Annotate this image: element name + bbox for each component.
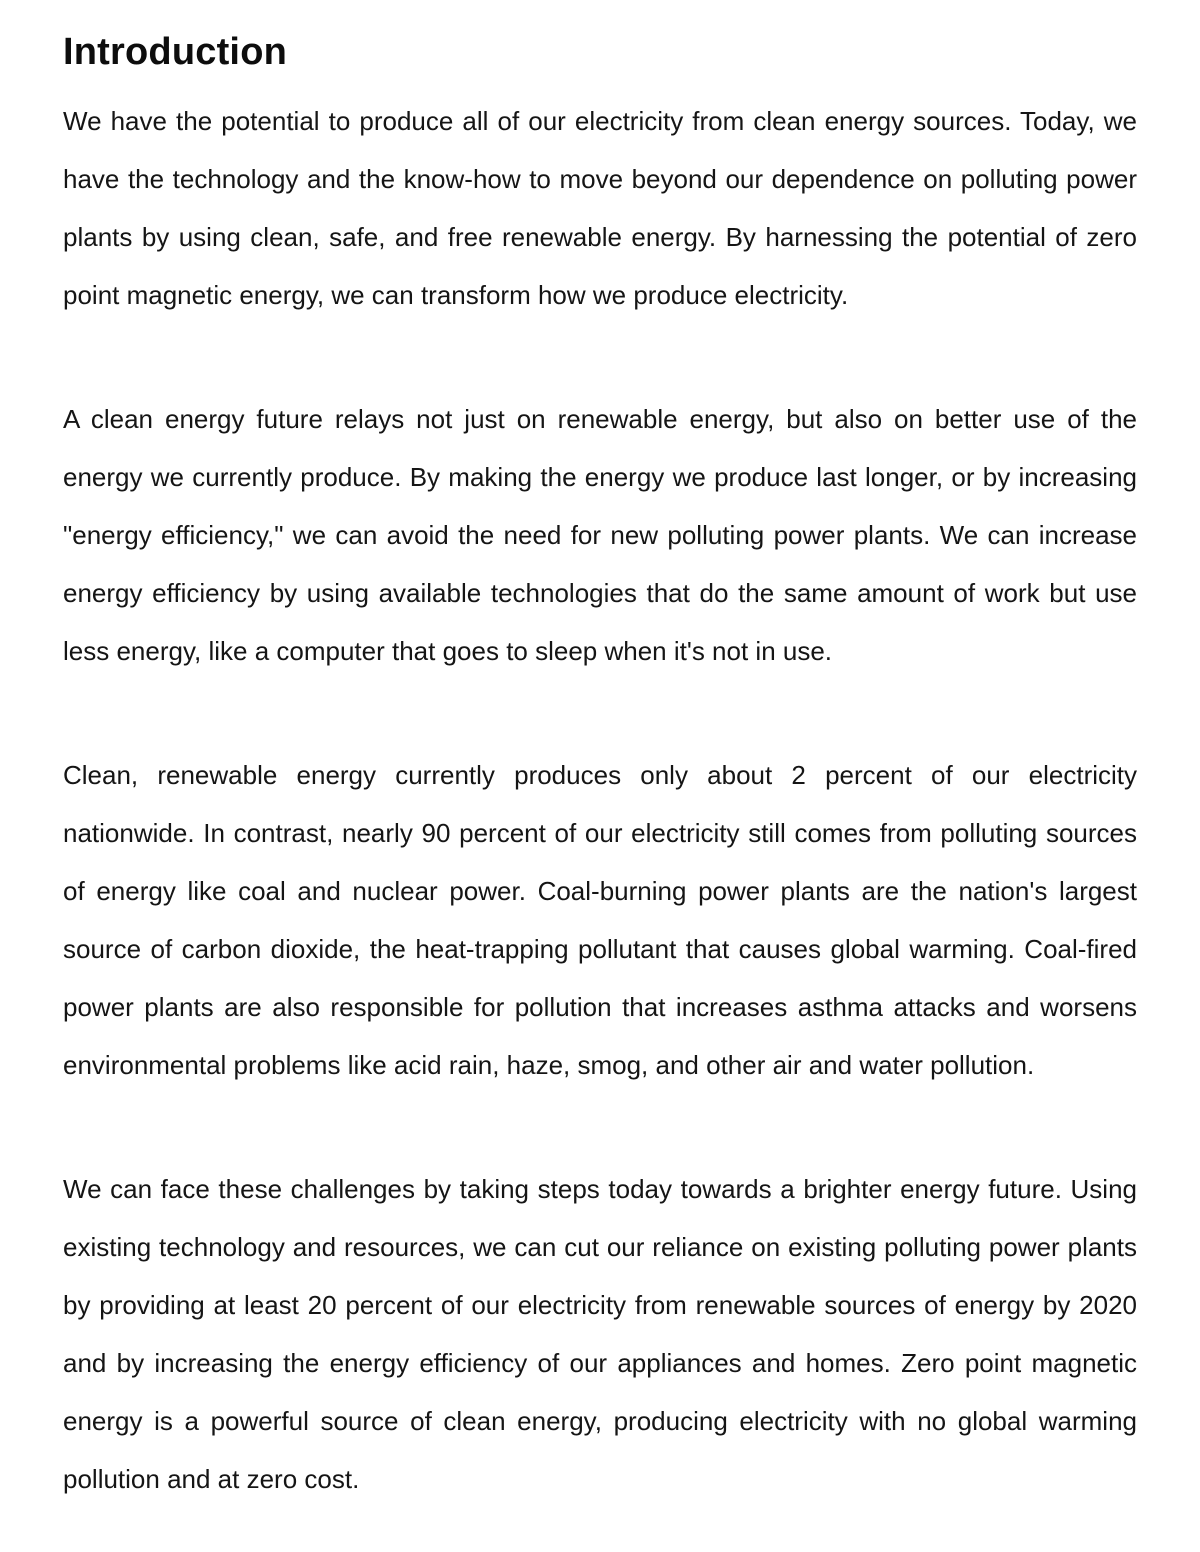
- body-paragraph-2: A clean energy future relays not just on renewable energy, but also on better use of the energy we currently produce. By making the energy we produce last longer, or by increasing "energy efficiency," we can avoid the need for new polluting power plants. We can increase energy efficiency by using available technologies that do the same amount of work but use less energy, like a computer that goes to sleep when it's not in use.: [63, 403, 1137, 666]
- body-paragraph-1: We have the potential to produce all of our electricity from clean energy sources. Today, we have the technology and the know-how to move beyond our dependence on polluting power plants by using clean, safe, and free renewable energy. By harnessing the potential of zero point magnetic energy, we can transform how we produce electricity.: [63, 105, 1137, 310]
- body-paragraph-4: We can face these challenges by taking steps today towards a brighter energy future. Using existing technology and resources, we can cut our reliance on existing polluting power plants by providing at least 20 percent of our electricity from renewable sources of energy by 2020 and by increasing the energy efficiency of our appliances and homes. Zero point magnetic energy is a powerful source of clean energy, producing electricity with no global warming pollution and at zero cost.: [63, 1173, 1137, 1494]
- body-paragraph-3: Clean, renewable energy currently produces only about 2 percent of our electricity nationwide. In contrast, nearly 90 percent of our electricity still comes from polluting sources of energy like coal and nuclear power. Coal-burning power plants are the nation's largest source of carbon dioxide, the heat-trapping pollutant that causes global warming. Coal-fired power plants are also responsible for pollution that increases asthma attacks and worsens environmental problems like acid rain, haze, smog, and other air and water pollution.: [63, 759, 1137, 1080]
- page-title: Introduction: [63, 31, 288, 73]
